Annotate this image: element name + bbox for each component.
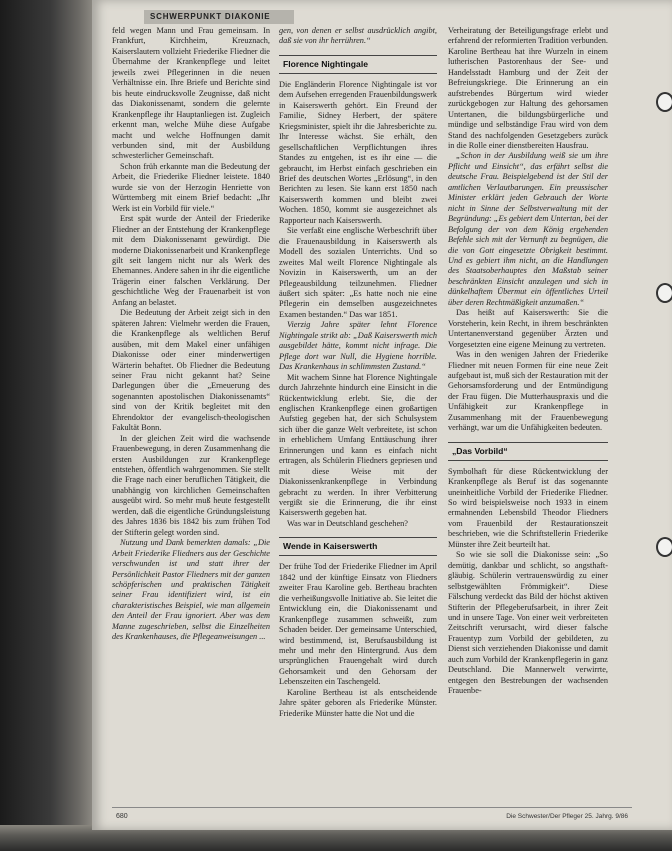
body-paragraph: Was war in Deutschland geschehen?	[287, 518, 408, 528]
body-paragraph: Der frühe Tod der Friederike Fliedner im April 1842 und der künftige Einsatz von Fliedners zweiter Frau Karoline geb. Bertheau brachten die verheißungsvolle Initiative ab. Sie leitet die Entwicklung ein, die Diakonissenamt und Krankenpflege zusammen schweißt, zum Schaden beider. Der gemeinsame Unterschied, wird bestimmend, ist, Berufsausbildung ist mehr und mehr den Hintergrund. Aus dem ursprünglichen Frauengehalt wird durch Gehorsamkeit und den Gehorsam der Lebenszeiten ein Taschengeld.	[279, 562, 437, 687]
binder-ring-icon	[656, 283, 672, 303]
body-paragraph: „Schon in der Ausbildung weiß sie um ihre Pflicht und Einsicht“, das erfährt selbst die deutsche Frau. Beispielgebend ist der Stil der amtlichen Verlautbarungen. Ein preussischer Minister erklärt jeden Gebrauch der Worte nicht in Sinne der Selbstverwaltung mit der Begründung: „Es gebiert dem Untertan, bei der Befolgung der von dem König ergehenden Befehle sich mit der Vernunft zu begnügen, die die von Gott eingesetzte Obrigkeit bestimmt. Und es gebiert ihm nicht, an die Handlungen des Staatsoberhauptes den Maßstab seiner beschränkten Einsicht anzulegen und sich in dünkelhaftem Übermut ein öffentliches Urteil über deren Rechtmäßigkeit anzumaßen.“	[448, 151, 608, 307]
body-paragraph: Karoline Bertheau ist als entscheidende Jahre später geboren als Friederike Münster. Friederike Münster hatte die Not und die	[279, 687, 437, 718]
column-left	[112, 26, 270, 810]
footer-rule	[112, 807, 632, 808]
page-number: 680	[116, 813, 128, 820]
body-paragraph: Symbolhaft für diese Rückentwicklung der Krankenpflege als Beruf ist das sogenannte uneinheitliche Vorbild der Friederike Fliedner. So wird beispielsweise noch 1933 in einem ermahnenden Lebensbild Theodor Fliedners vom Frauenbild der Restaurationszeit beschrieben, wie die Schriftstellerin Friederike Münster ihre Zeit beurteilt hat.	[448, 466, 608, 549]
body-paragraph: Verheiratung der Beteiligungsfrage erlebt und erfahrend der reformierten Tradition verbunden. Karoline Bertheau hat ihre Wurzeln in einem lutherischen Pastorenhaus der See- und Handelsstadt Hamburg und der Zeit der Befreiungskriege. Die Erinnerung an ein aufstrebendes Bürgertum wird wieder zurückgebogen zur Haltung des gehorsamen Untertanen, die bildungsbürgerliche und mündige und selbständige Frau wird von dem Stand des nachfolgenden Gesetzgebers zurück in die Rolle einer dienstbereiten Hausfrau.	[448, 26, 608, 150]
section-heading: „Das Vorbild“	[448, 442, 608, 461]
magazine-page	[92, 0, 672, 830]
section-heading: Florence Nightingale	[279, 55, 437, 74]
body-paragraph: Erst spät wurde der Anteil der Friederike Fliedner an der Entstehung der Krankenpflege mit dem Diakonissenamt gewürdigt. Die moderne Diakonissenarbeit und Krankenpflege gilt seit langem nicht nur als Werk des Ehemannes. Andere sahen in ihr die eigentliche Trägerin einer falschen Verklärung. Der geschichtliche Weg der Frauenarbeit ist von Anfang an belastet.	[112, 214, 270, 307]
scan-binding-shadow	[0, 0, 92, 851]
quote-continuation: gen, von denen er selbst ausdrücklich angibt, daß sie von ihr herrühren.“	[279, 26, 437, 46]
journal-citation: Die Schwester/Der Pfleger 25. Jahrg. 9/86	[506, 813, 628, 820]
body-paragraph: Sie verfaßt eine englische Werbeschrift über die Frauenausbildung in Kaiserswerth als Modell des sozialen Unterrichts. Und so zweites Mal weilt Florence Nightingale als Novizin in Kaiserswerth, um an der Pflegeausbildung teilzunehmen. Fliedner äußert sich später: „Es hatte noch nie eine Pflegerin ein demselben ausgezeichnetes Examen bestanden.“ Das war 1851.	[279, 226, 437, 319]
body-paragraph: Die Engländerin Florence Nightingale ist vor dem Aufsehen erregenden Frauenbildungswerk in Kaiserswerth gehört. Ein Freund der Familie, Sidney Herbert, der spätere Kriegsminister, spielt ihr die Jahresberichte zu. Ihr Interesse wächst. Sie erhält, den gesellschaftlichen Verpflichtungen ihres Standes zu entgehen, ist es ihr eine — die gebraucht, im Herbst einfach geschrieben ein Brief des deutschen Wortes „Erlösung“, in den Berichten zu lesen. Sie kann erst 1850 nach Kaiserswerth kommen und bleibt zwei Wochen. 1850, kommt sie ausgezeichnet als Rapporteur nach Kaiserswerth.	[279, 79, 437, 225]
binder-ring-icon	[656, 92, 672, 112]
running-title: SCHWERPUNKT DIAKONIE	[144, 10, 294, 24]
body-paragraph: Was in den wenigen Jahren der Friederike Fliedner mit neuen Formen für eine neue Zeit aufgebaut ist, muß sich der Restauration mit der Gehorsamsforderung und der Entmündigung der Frau fügen. Die Mutterhauspraxis und die Unfähigkeit zur Krankenpflege in Zusammenhang mit der Frauenbewegung verhängt, war um die Unfähigkeiten bedeuten.	[448, 350, 608, 433]
body-paragraph: Schon früh erkannte man die Bedeutung der Arbeit, die Friederike Fliedner leistete. 1840 wurde sie von der Herzogin Henriette von Württemberg mit einem Brief bedacht: „Ihr Werk ist ein Vorbild für viele.“	[112, 161, 270, 213]
body-paragraph: Mit wachem Sinne hat Florence Nightingale durch Jahrzehnte hindurch eine Einsicht in die Rückentwicklung erlebt. Sie, die der englischen Krankenpflege einen großartigen Aufstieg gegeben hat, der sich Schulsystem sich über die ganze Welt verbreitete, ist schon in erheblichem Umfang Enttäuschung ihrer Erinnerungen und kann es einfach nicht ertragen, als Schülerin Fliedners gepriesen und mit diese Weise mit der Diakonissenkrankenpflege in Verbindung gebracht zu werden. In ihrer Verbitterung vergißt sie die Erinnerung, die ihr einst Kaiserswerth gegeben hat.	[279, 372, 437, 518]
body-paragraph: So wie sie soll die Diakonisse sein: „So demütig, dankbar und schlicht, so angsthaft-gläubig. Schülerin vertrauenswürdig zu einer selbstgewählten Frömmigkeit“. Diese Fälschung verdeckt das Bild der höchst aktiven Stifterin der Pflegeberufsarbeit, in ihrer Zeit und in unsere Tage. Von einer weit verbreiteten Zeitschrift verursacht, wird dieser falsche Frauentyp zum Vorbild der gebildeten, zu Dienst sich verziehenden Diakonisse und damit auch zum Vorbild der Krankenpflegerin in ganz Deutschland. Die Mannerwelt verwirrte, entgegen den Bestrebungen der wachsenden Frauenbe-	[448, 550, 608, 696]
body-paragraph: Vierzig Jahre später lehnt Florence Nightingale strikt ab: „Daß Kaiserswerth mich ausgebildet hätte, kommt nicht infrage. Die Pflege dort war Null, die Hygiene horrible. Das Krankenhaus in schlimmsten Zustand.“	[279, 320, 437, 372]
body-paragraph: Das heißt auf Kaiserswerth: Sie die Vorsteherin, kein Recht, in ihrem beschränkten Untertanenverstand gegenüber Ärzten und Vorgesetzten eine eigene Meinung zu vertreten.	[448, 308, 608, 349]
column-right	[448, 26, 608, 810]
section-heading: Wende in Kaiserswerth	[279, 537, 437, 556]
binder-ring-icon	[656, 537, 672, 557]
body-paragraph: feld wegen Mann und Frau gemeinsam. In Frankfurt, Kirchheim, Kreuznach, Kaiserslautern vollzieht Friederike Fliedner die Übernahme der Krankenpflege und leitet jeweils zwei Pflegerinnen in die neuen Verhältnisse ein. Ihre Briefe und Berichte sind bis heute eindrucksvolle Zeugnisse, daß nicht das Diakonissenamt, sondern die gelernte Krankenpflege ihr Hauptanliegen ist. Zugleich erkennt man, welche Mühe diese Aufgabe macht und welche Hoffnungen damit verbunden sind, mit der Ausbildung schwesterlicher Gemeinschaft.	[112, 26, 270, 161]
body-paragraph: In der gleichen Zeit wird die wachsende Frauenbewegung, in deren Zusammenhang die ersten Ausbildungen zur Krankenpflege entstehen, öffentlich wahrgenommen. Sie stellt die Frage nach einer beruflichen Tätigkeit, die unabhängig von kirchlichen Gemeinschaften ausgeübt wird. So mehr muß heute festgestellt werden, daß die eigentliche Gründungsleistung des Jahres 1836 bis 1842 bis zum frühen Tod der Stifterin gelegt worden sind.	[112, 433, 270, 537]
body-paragraph: Nutzung und Dank bemerkten damals: „Die Arbeit Friederike Fliedners aus der Geschichte verschwunden ist und statt ihrer der Persönlichkeit Pastor Fliedners mit der ganzen schöpferischen und praktischen Tätigkeit seiner Frau identifiziert wird, ist ein charakteristisches Beispiel, wie man allgemein den Anteil der Frau ignoriert. Aber was dem Manne zugeschrieben, selbst die Einzelheiten des Krankenhauses, die Pflegeanweisungen ...	[112, 538, 270, 642]
body-paragraph: Die Bedeutung der Arbeit zeigt sich in den späteren Jahren: Vielmehr werden die Frauen, die Krankenpflege als weltlichen Beruf ausüben, mit dem Makel einer unfähigen Diakonisse oder einer minderwertigen Wärterin behaftet. Ob Fliedner die Bedeutung seiner Frau nicht gekannt hat? Seine Darlegungen über die „Erneuerung des sogenannten apostolischen Diakonissenamts“ sind von der Kritik begleitet mit den Ehrendoktor der evangelisch-theologischen Fakultät Bonn.	[112, 308, 270, 433]
column-middle	[279, 26, 437, 810]
